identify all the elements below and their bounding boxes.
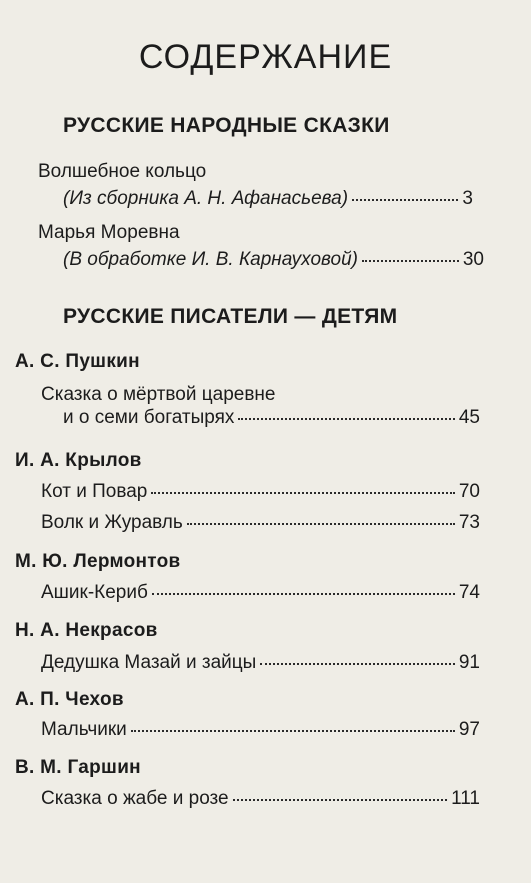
toc-entry[interactable] xyxy=(41,719,480,741)
toc-entry[interactable] xyxy=(63,249,484,271)
dot-leader xyxy=(238,417,454,420)
entry-note: (Из сборника А. Н. Афанасьева) xyxy=(63,188,349,209)
toc-entry[interactable] xyxy=(63,407,480,429)
page-number: 73 xyxy=(458,512,480,533)
dot-leader xyxy=(152,592,455,595)
section-heading-folk-tales: РУССКИЕ НАРОДНЫЕ СКАЗКИ xyxy=(63,114,390,137)
author-name: И. А. Крылов xyxy=(15,450,142,471)
entry-title: Марья Моревна xyxy=(38,222,180,243)
page-number: 3 xyxy=(462,188,473,209)
entry-title-cont: и о семи богатырях xyxy=(63,407,235,428)
toc-entry[interactable] xyxy=(41,652,480,674)
author-name: А. П. Чехов xyxy=(15,689,124,710)
page-number: 74 xyxy=(458,582,480,603)
toc-entry[interactable] xyxy=(41,512,480,534)
entry-title: Дедушка Мазай и зайцы xyxy=(41,652,257,673)
toc-entry[interactable] xyxy=(63,188,473,210)
page-number: 111 xyxy=(451,788,480,809)
dot-leader xyxy=(352,198,458,201)
page-title: СОДЕРЖАНИЕ xyxy=(138,38,393,76)
entry-title: Ашик-Кериб xyxy=(41,582,148,603)
toc-entry[interactable] xyxy=(41,481,480,503)
author-name: В. М. Гаршин xyxy=(15,757,141,778)
page-number: 70 xyxy=(458,481,480,502)
entry-title: Волшебное кольцо xyxy=(38,161,207,182)
author-name: Н. А. Некрасов xyxy=(15,620,158,641)
entry-title: Кот и Повар xyxy=(41,481,148,502)
entry-note: (В обработке И. В. Карнауховой) xyxy=(63,249,358,270)
toc-entry[interactable] xyxy=(41,582,480,604)
dot-leader xyxy=(131,729,455,732)
page-number: 30 xyxy=(462,249,484,270)
entry-title: Мальчики xyxy=(41,719,127,740)
author-name: А. С. Пушкин xyxy=(15,351,140,372)
author-name: М. Ю. Лермонтов xyxy=(15,551,181,572)
dot-leader xyxy=(233,798,448,801)
entry-title: Сказка о мёртвой царевне xyxy=(41,384,276,405)
entry-title: Сказка о жабе и розе xyxy=(41,788,229,809)
page-number: 91 xyxy=(458,652,480,673)
toc-entry[interactable] xyxy=(41,788,480,810)
section-heading-writers: РУССКИЕ ПИСАТЕЛИ — ДЕТЯМ xyxy=(63,305,398,328)
dot-leader xyxy=(151,491,455,494)
page-number: 97 xyxy=(458,719,480,740)
dot-leader xyxy=(260,662,455,665)
page-number: 45 xyxy=(458,407,480,428)
entry-title: Волк и Журавль xyxy=(41,512,183,533)
dot-leader xyxy=(362,259,459,262)
dot-leader xyxy=(187,522,455,525)
